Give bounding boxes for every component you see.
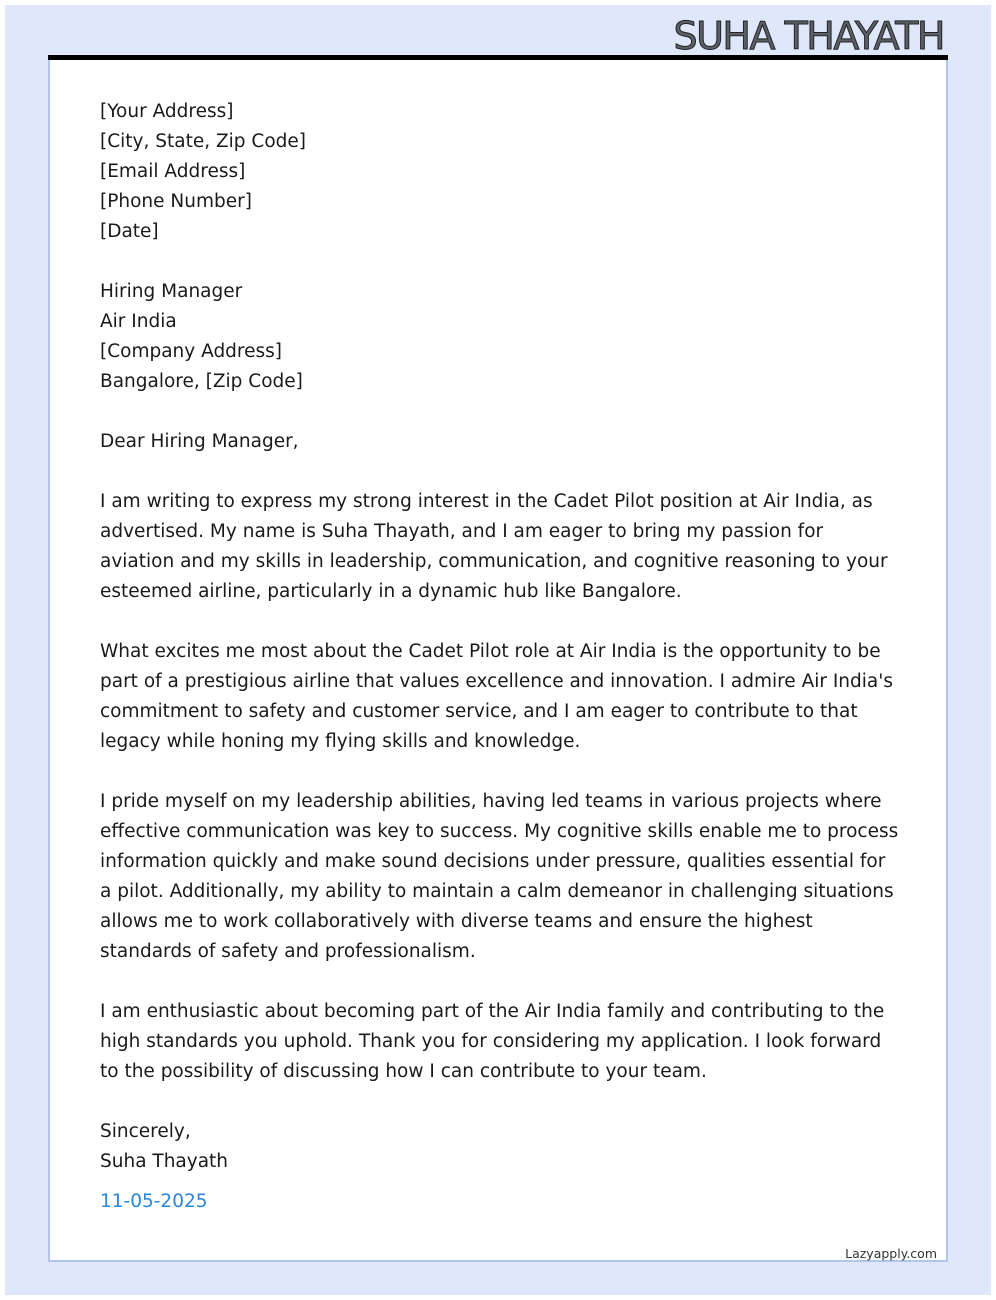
sender-phone: [Phone Number] xyxy=(100,191,252,212)
recipient-block xyxy=(100,277,900,397)
salutation: Dear Hiring Manager, xyxy=(100,431,299,452)
valediction: Sincerely, xyxy=(100,1121,191,1142)
recipient-company-address: [Company Address] xyxy=(100,341,283,362)
body-paragraph-2: What excites me most about the Cadet Pilot role at Air India is the opportunity to be part of a prestigious airline that values excellence and innovation. I admire Air India's commitment to safety and customer service, and I am eager to contribute to that legacy while honing my flying skills and knowledge. xyxy=(100,641,893,752)
sender-email: [Email Address] xyxy=(100,161,246,182)
footer-brand: Lazyapply.com xyxy=(845,1246,937,1261)
body-paragraph-3: I pride myself on my leadership abilities, having led teams in various projects where effective communication was key to success. My cognitive skills enable me to process information quickly and make sound decisions under pressure, qualities essential for a pilot. Additionally, my ability to maintain a calm demeanor in challenging situations allows me to work collaboratively with diverse teams and ensure the highest standards of safety and professionalism. xyxy=(100,791,899,962)
sender-block xyxy=(100,97,900,247)
sender-address: [Your Address] xyxy=(100,101,234,122)
sender-city-state-zip: [City, State, Zip Code] xyxy=(100,131,306,152)
body-paragraph-1: I am writing to express my strong interest in the Cadet Pilot position at Air India, as advertised. My name is Suha Thayath, and I am eager to bring my passion for aviation and my skills in leadership, communication, and cognitive reasoning to your esteemed airline, particularly in a dynamic hub like Bangalore. xyxy=(100,491,888,602)
closing-block xyxy=(100,1117,900,1217)
recipient-title: Hiring Manager xyxy=(100,281,243,302)
recipient-city-zip: Bangalore, [Zip Code] xyxy=(100,371,303,392)
sender-date: [Date] xyxy=(100,221,159,242)
applicant-name-title: SUHA THAYATH xyxy=(673,14,944,58)
closing-date: 11-05-2025 xyxy=(100,1191,208,1212)
body-paragraph-4: I am enthusiastic about becoming part of the Air India family and contributing to the high standards you uphold. Thank you for considering my application. I look forward to the possibility of discussing how I can contribute to your team. xyxy=(100,1001,885,1082)
cover-letter xyxy=(100,97,900,1217)
signature-name: Suha Thayath xyxy=(100,1151,229,1172)
recipient-company: Air India xyxy=(100,311,177,332)
